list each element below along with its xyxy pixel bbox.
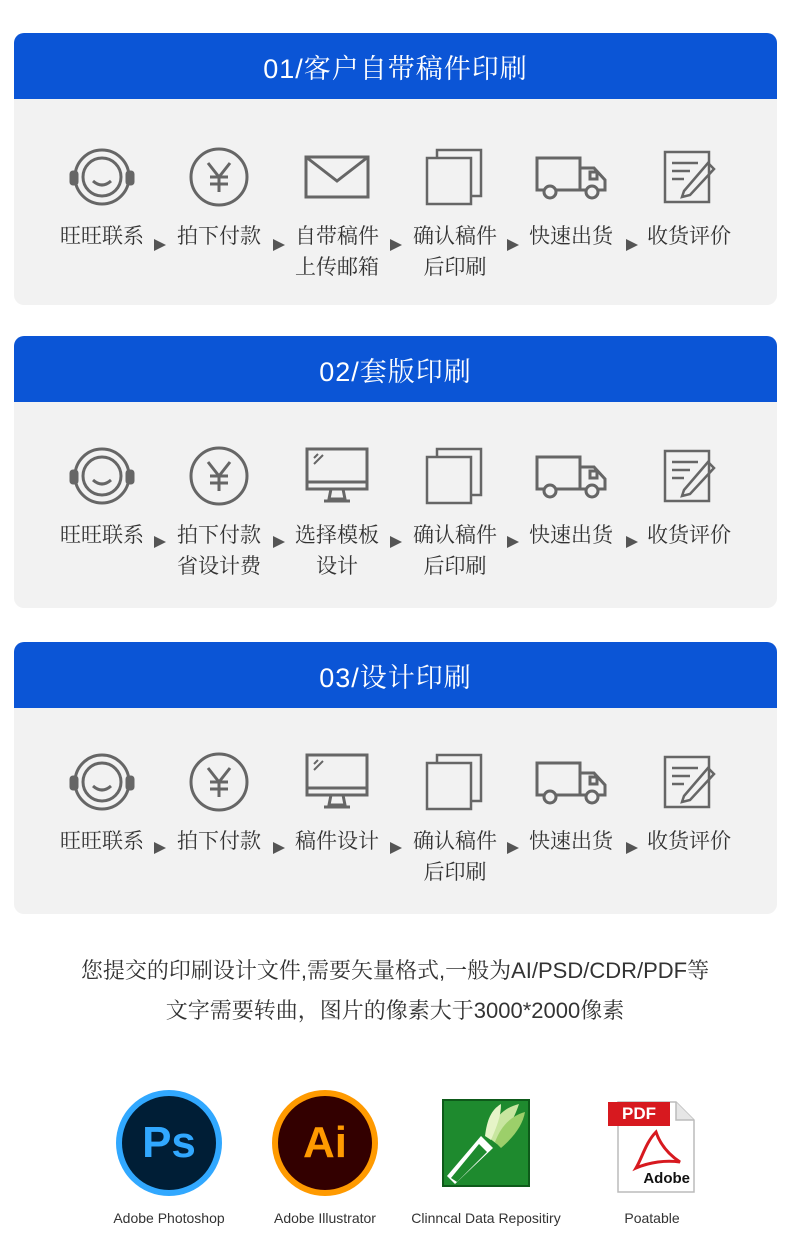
app-photoshop — [84, 1090, 254, 1226]
text-outline-note: 文字需要转曲，图片的像素大于3000*2000像素 — [165, 998, 625, 1023]
step-payment — [160, 750, 278, 857]
yen-coin-icon — [160, 750, 278, 814]
step-payment — [160, 145, 278, 252]
app-coreldraw — [401, 1098, 571, 1226]
step-contact — [43, 145, 161, 252]
step-ship — [512, 145, 630, 252]
section-title: 03/设计印刷 — [14, 642, 777, 708]
photoshop-logo-icon: Ps — [116, 1090, 222, 1196]
step-review — [630, 145, 748, 252]
yen-coin-icon — [160, 444, 278, 508]
headset-icon — [43, 750, 161, 814]
monitor-icon — [278, 750, 396, 814]
truck-icon — [512, 145, 630, 209]
headset-icon — [43, 444, 161, 508]
step-label: 旺旺联系 — [60, 524, 144, 547]
step-label: 快速出货 — [529, 225, 613, 248]
step-review — [630, 750, 748, 857]
monitor-icon — [278, 444, 396, 508]
step-label: 自带稿件 上传邮箱 — [295, 225, 379, 279]
process-section-1 — [14, 33, 777, 305]
documents-icon — [396, 444, 514, 508]
yen-coin-icon — [160, 145, 278, 209]
app-name: Poatable — [624, 1210, 680, 1226]
app-name: Adobe Illustrator — [274, 1210, 376, 1226]
illustrator-logo-icon: Ai — [272, 1090, 378, 1196]
app-illustrator — [240, 1090, 410, 1226]
step-label: 快速出货 — [529, 830, 613, 853]
step-label: 确认稿件 后印刷 — [413, 830, 497, 884]
step-label: 拍下付款 — [177, 830, 261, 853]
step-ship — [512, 444, 630, 551]
step-payment — [160, 444, 278, 582]
step-label: 选择模板 设计 — [295, 524, 379, 578]
step-label: 收货评价 — [647, 830, 731, 853]
section-title: 01/客户自带稿件印刷 — [14, 33, 777, 99]
review-icon — [630, 750, 748, 814]
truck-icon — [512, 750, 630, 814]
step-label: 旺旺联系 — [60, 830, 144, 853]
truck-icon — [512, 444, 630, 508]
documents-icon — [396, 750, 514, 814]
step-contact — [43, 750, 161, 857]
step-ship — [512, 750, 630, 857]
coreldraw-logo-icon — [441, 1098, 531, 1188]
step-label: 确认稿件 后印刷 — [413, 225, 497, 279]
step-contact — [43, 444, 161, 551]
app-name: Adobe Photoshop — [113, 1210, 225, 1226]
step-label: 旺旺联系 — [60, 225, 144, 248]
file-format-note: 您提交的印刷设计文件,需要矢量格式,一般为AI/PSD/CDR/PDF等 — [80, 958, 710, 983]
step-confirm — [396, 145, 514, 283]
step-confirm — [396, 750, 514, 888]
process-section-3 — [14, 642, 777, 914]
headset-icon — [43, 145, 161, 209]
pdf-logo-icon: PDF Adobe — [606, 1098, 698, 1194]
step-label: 拍下付款 — [177, 225, 261, 248]
app-name: Clinncal Data Repositiry — [411, 1210, 561, 1226]
app-pdf — [567, 1098, 737, 1226]
step-label: 拍下付款 省设计费 — [177, 524, 261, 578]
step-upload — [278, 145, 396, 283]
step-design — [278, 750, 396, 857]
review-icon — [630, 145, 748, 209]
review-icon — [630, 444, 748, 508]
step-label: 收货评价 — [647, 524, 731, 547]
step-template — [278, 444, 396, 582]
process-section-2 — [14, 336, 777, 608]
step-label: 快速出货 — [529, 524, 613, 547]
step-confirm — [396, 444, 514, 582]
envelope-icon — [278, 145, 396, 209]
documents-icon — [396, 145, 514, 209]
step-label: 确认稿件 后印刷 — [413, 524, 497, 578]
step-label: 稿件设计 — [295, 830, 379, 853]
step-review — [630, 444, 748, 551]
step-label: 收货评价 — [647, 225, 731, 248]
section-title: 02/套版印刷 — [14, 336, 777, 402]
